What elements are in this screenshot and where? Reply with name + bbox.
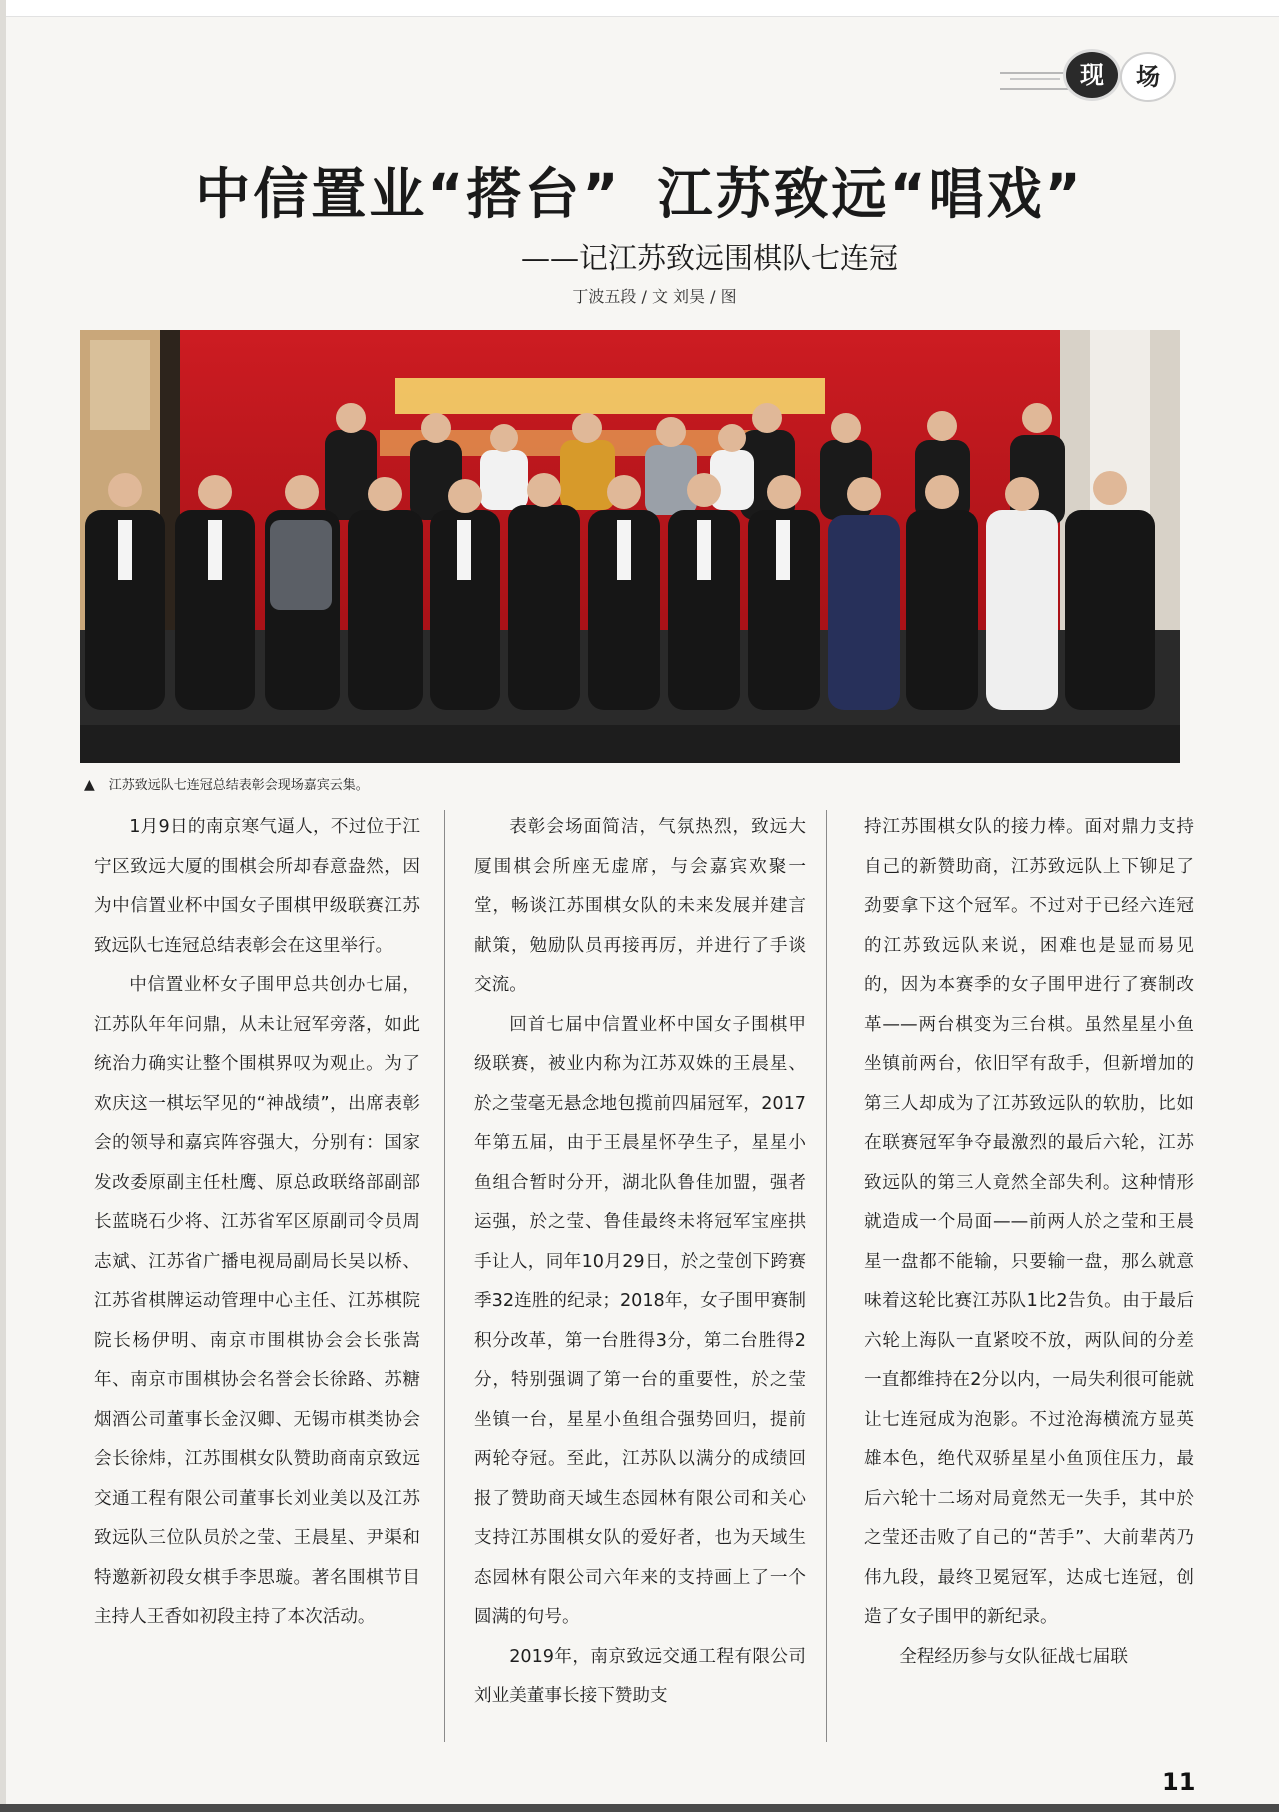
column-divider-2 [826, 810, 827, 1742]
page-number: 11 [1162, 1768, 1196, 1796]
paragraph: 2019年，南京致远交通工程有限公司刘业美董事长接下赞助支 [474, 1646, 806, 1706]
column-divider-1 [444, 810, 445, 1742]
article-column-3 [864, 808, 1194, 1677]
caption-triangle-icon: ▲ [84, 777, 95, 793]
caption-text: 江苏致远队七连冠总结表彰会现场嘉宾云集。 [108, 778, 369, 793]
title-part-2: 江苏致远“唱戏” [657, 162, 1084, 226]
badge-char-1: 现 [1066, 52, 1118, 98]
paragraph-continued: 持江苏围棋女队的接力棒。面对鼎力支持自己的新赞助商，江苏致远队上下铆足了劲要拿下这个冠军。不过对于已经六连冠的江苏致远队来说，困难也是显而易见的，因为本赛季的女子围甲进行了赛制改革——两台棋变为三台棋。虽然星星小鱼坐镇前两台，依旧罕有敌手，但新增加的第三人却成为了江苏致远队的软肋，比如在联赛冠军争夺最激烈的最后六轮，江苏致远队的第三人竟然全部失利。这种情形就造成一个局面——前两人於之莹和王晨星一盘都不能输，只要输一盘，那么就意味着这轮比赛江苏队1比2告负。由于最后六轮上海队一直紧咬不放，两队间的分差一直都维持在2分以内，一局失利很可能就让七连冠成为泡影。不过沧海横流方显英雄本色，绝代双骄星星小鱼顶住压力，最后六轮十二场对局竟然无一失手，其中於之莹还击败了自己的“苦手”、大前辈芮乃伟九段，最终卫冕冠军，达成七连冠，创造了女子围甲的新纪录。 [864, 817, 1194, 1627]
title-part-1: 中信置业“搭台” [195, 162, 622, 226]
badge-decoration-lines [1000, 72, 1070, 90]
section-badge [1000, 46, 1190, 106]
article-subtitle: ——记江苏致远围棋队七连冠 [520, 241, 898, 275]
article-column-2 [474, 808, 806, 1717]
photo-caption [84, 774, 369, 793]
article-column-1 [94, 808, 420, 1638]
badge-char-2: 场 [1120, 52, 1176, 102]
paragraph: 全程经历参与女队征战七届联 [899, 1646, 1128, 1667]
paragraph: 回首七届中信置业杯中国女子围棋甲级联赛，被业内称为江苏双姝的王晨星、於之莹毫无悬念地包揽前四届冠军，2017年第五届，由于王晨星怀孕生子，星星小鱼组合暂时分开，湖北队鲁佳加盟，强者运强，於之莹、鲁佳最终未将冠军宝座拱手让人，同年10月29日，於之莹创下跨赛季32连胜的纪录；2018年，女子围甲赛制积分改革，第一台胜得3分，第二台胜得2分，特别强调了第一台的重要性，於之莹坐镇一台，星星小鱼组合强势回归，提前两轮夺冠。至此，江苏队以满分的成绩回报了赞助商天域生态园林有限公司和关心支持江苏围棋女队的爱好者，也为天域生态园林有限公司六年来的支持画上了一个圆满的句号。 [474, 1014, 806, 1627]
article-title [0, 150, 1279, 229]
paragraph: 表彰会场面简洁，气氛热烈，致远大厦围棋会所座无虚席，与会嘉宾欢聚一堂，畅谈江苏围棋女队的未来发展并建言献策，勉励队员再接再厉，并进行了手谈交流。 [474, 817, 806, 995]
scan-bottom-edge [0, 1804, 1279, 1812]
group-photo [80, 330, 1180, 763]
paragraph: 中信置业杯女子围甲总共创办七届，江苏队年年问鼎，从未让冠军旁落，如此统治力确实让整个围棋界叹为观止。为了欢庆这一棋坛罕见的“神战绩”，出席表彰会的领导和嘉宾阵容强大，分别有：国家发改委原副主任杜鹰、原总政联络部副部长蓝晓石少将、江苏省军区原副司令员周志斌、江苏省广播电视局副局长吴以桥、江苏省棋牌运动管理中心主任、江苏棋院院长杨伊明、南京市围棋协会会长张嵩年、南京市围棋协会名誉会长徐路、苏糖烟酒公司董事长金汉卿、无锡市棋类协会会长徐炜，江苏围棋女队赞助商南京致远交通工程有限公司董事长刘业美以及江苏致远队三位队员於之莹、王晨星、尹渠和特邀新初段女棋手李思璇。著名围棋节目主持人王香如初段主持了本次活动。 [94, 975, 420, 1627]
article-byline: 丁波五段 / 文 刘昊 / 图 [572, 287, 737, 306]
paragraph: 1月9日的南京寒气逼人，不过位于江宁区致远大厦的围棋会所却春意盎然，因为中信置业杯中国女子围棋甲级联赛江苏致远队七连冠总结表彰会在这里举行。 [94, 817, 420, 956]
scan-top-edge [0, 0, 1279, 17]
